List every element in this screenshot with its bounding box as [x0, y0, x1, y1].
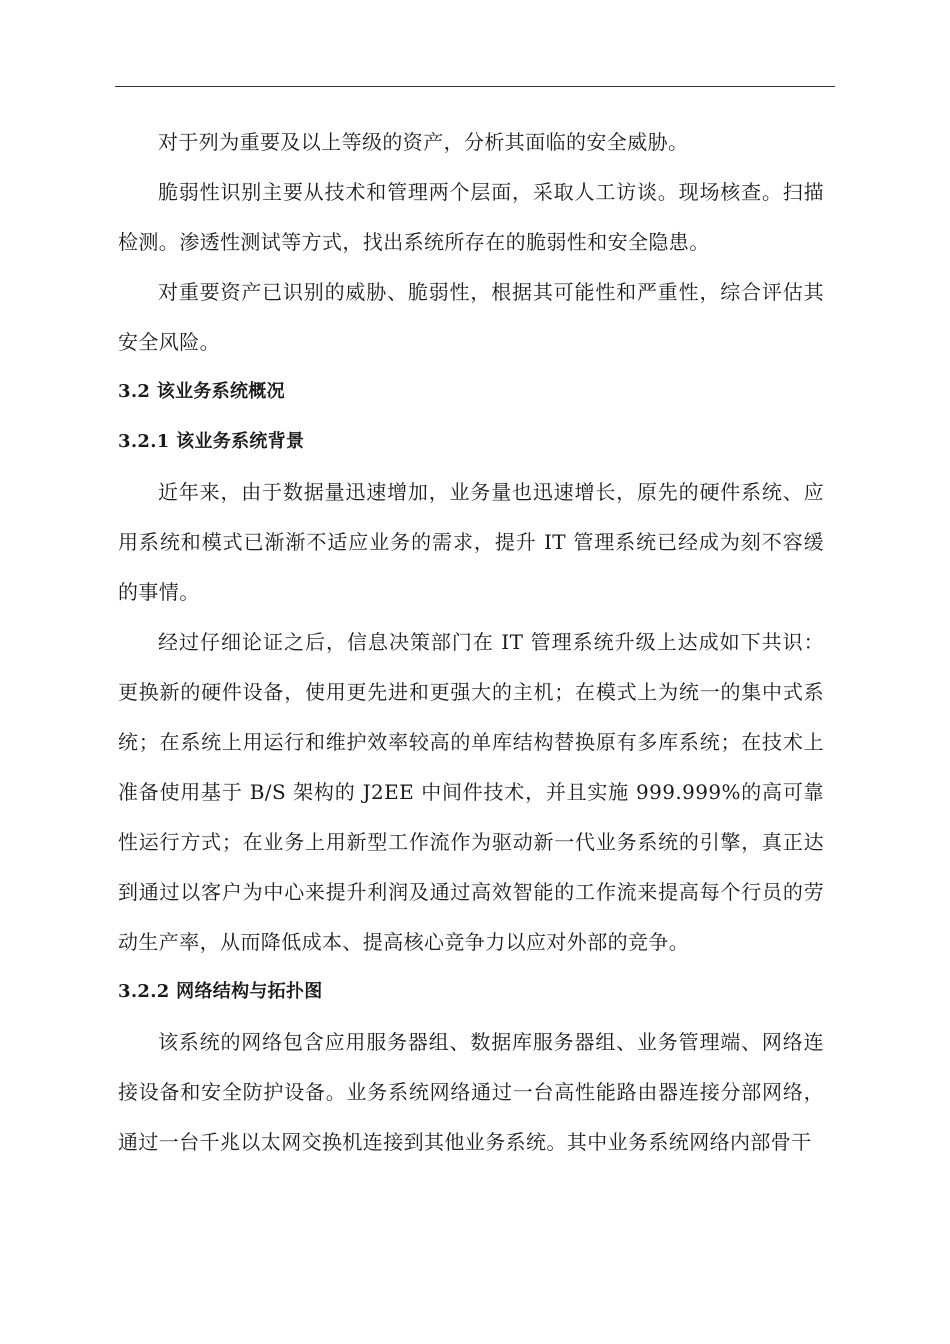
- paragraph-threat-analysis: 对于列为重要及以上等级的资产，分析其面临的安全威胁。: [158, 130, 689, 154]
- paragraph-consensus: 经过仔细论证之后，信息决策部门在 IT 管理系统升级上达成如下共识：更换新的硬件设备，使用更先进和更强大的主机；在模式上为统一的集中式系统；在系统上用运行和维护效率较高的单库结构替换原有多库系统；在技术上准备使用基于 B/S 架构的 J2EE 中间件技术，并且实施 999.999%的高可靠性运行方式；在业务上用新型工作流作为驱动新一代业务系统的引擎，真正达到通过以客户为中心来提升利润及通过高效智能的工作流来提高每个行员的劳动生产率，从而降低成本、提高核心竞争力以应对外部的竞争。: [118, 630, 824, 954]
- paragraph-risk-assessment: 对重要资产已识别的威胁、脆弱性，根据其可能性和严重性，综合评估其安全风险。: [118, 280, 824, 354]
- paragraph-network-structure: 该系统的网络包含应用服务器组、数据库服务器组、业务管理端、网络连接设备和安全防护设备。业务系统网络通过一台高性能路由器连接分部网络，通过一台千兆以太网交换机连接到其他业务系统。其中业务系统网络内部骨干: [118, 1030, 824, 1154]
- header-rule: [115, 86, 835, 87]
- paragraph-background: 近年来，由于数据量迅速增加，业务量也迅速增长，原先的硬件系统、应用系统和模式已渐渐不适应业务的需求，提升 IT 管理系统已经成为刻不容缓的事情。: [118, 480, 824, 604]
- section-heading-3-2: 3.2 该业务系统概况: [118, 381, 285, 402]
- section-heading-3-2-2: 3.2.2 网络结构与拓扑图: [118, 981, 323, 1002]
- section-heading-3-2-1: 3.2.1 该业务系统背景: [118, 431, 305, 452]
- document-body: [118, 117, 824, 1167]
- paragraph-vulnerability-identification: 脆弱性识别主要从技术和管理两个层面，采取人工访谈。现场核查。扫描检测。渗透性测试等方式，找出系统所存在的脆弱性和安全隐患。: [118, 180, 824, 254]
